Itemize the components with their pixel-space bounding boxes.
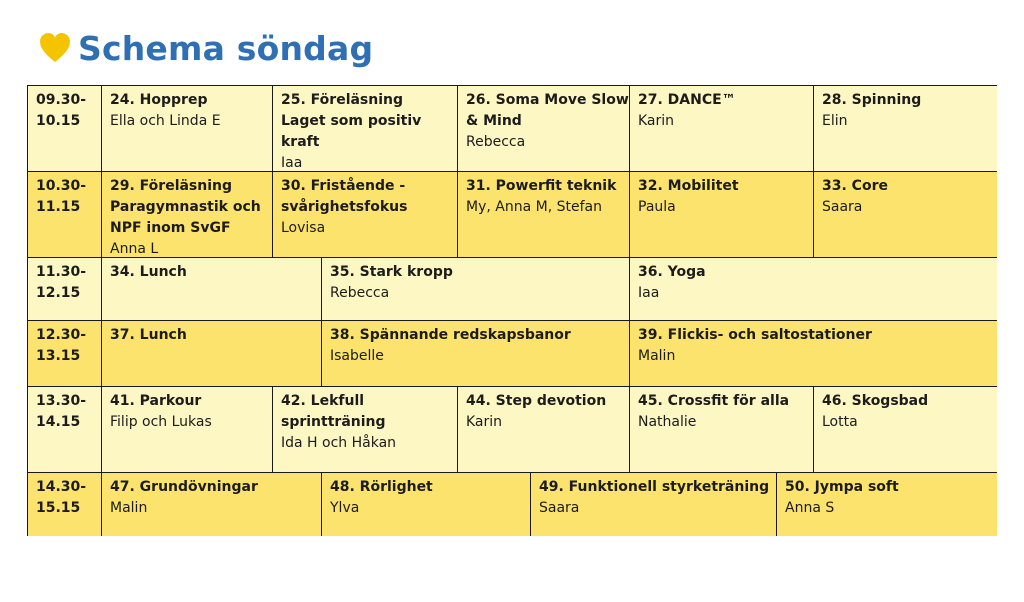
session-leader: Ella och Linda E [110, 113, 221, 129]
session-cell [102, 321, 322, 387]
session-cell [814, 387, 997, 473]
session-cell [777, 473, 997, 536]
session-cell [102, 387, 273, 473]
session-cell [322, 473, 531, 536]
session-cell [814, 172, 997, 258]
session-leader: Malin [110, 500, 148, 516]
session-title: 39. Flickis- och saltostationer [638, 327, 872, 343]
session-leader: Lotta [822, 414, 858, 430]
session-cell [630, 387, 814, 473]
session-cell [630, 321, 997, 387]
session-cell [458, 172, 630, 258]
session-title: 48. Rörlighet [330, 479, 433, 495]
session-title: 50. Jympa soft [785, 479, 899, 495]
session-title: 38. Spännande redskapsbanor [330, 327, 571, 343]
time-slot: 12.30- 13.15 [36, 327, 87, 364]
session-title: 44. Step devotion [466, 393, 607, 409]
session-cell [102, 172, 273, 258]
time-slot: 13.30- 14.15 [36, 393, 87, 430]
session-leader: Nathalie [638, 414, 697, 430]
session-leader: Malin [638, 348, 676, 364]
session-cell [273, 86, 458, 172]
session-cell [102, 473, 322, 536]
session-title: 31. Powerfit teknik [466, 178, 617, 194]
session-title: 49. Funktionell styrketräning [539, 479, 770, 495]
schedule-table [27, 85, 997, 536]
session-cell [102, 258, 322, 321]
time-slot: 09.30- 10.15 [36, 92, 87, 129]
session-cell [814, 86, 997, 172]
time-slot: 11.30- 12.15 [36, 264, 87, 301]
session-leader: Anna S [785, 500, 835, 516]
session-leader: Paula [638, 199, 676, 215]
session-title: 29. Föreläsning Paragymnastik och NPF inom SvGF [110, 178, 261, 236]
session-leader: Saara [539, 500, 580, 516]
time-slot: 14.30- 15.15 [36, 479, 87, 516]
session-title: 26. Soma Move Slow & Mind [466, 92, 629, 129]
session-title: 32. Mobilitet [638, 178, 739, 194]
session-leader: Saara [822, 199, 863, 215]
session-title: 27. DANCE™ [638, 92, 736, 108]
time-slot: 10.30- 11.15 [36, 178, 87, 215]
session-title: 47. Grundövningar [110, 479, 258, 495]
session-title: 45. Crossfit för alla [638, 393, 790, 409]
session-cell [322, 258, 630, 321]
heart-icon [38, 31, 72, 65]
session-leader: Elin [822, 113, 848, 129]
session-leader: Karin [638, 113, 675, 129]
session-cell [630, 258, 997, 321]
session-cell [273, 172, 458, 258]
session-leader: Rebecca [466, 134, 526, 150]
session-cell [630, 172, 814, 258]
session-leader: Filip och Lukas [110, 414, 212, 430]
session-leader: Ida H och Håkan [281, 435, 397, 451]
session-title: 37. Lunch [110, 327, 187, 343]
session-leader: Anna L [110, 241, 159, 257]
time-cell [28, 258, 102, 321]
session-title: 36. Yoga [638, 264, 706, 280]
session-leader: My, Anna M, Stefan [466, 199, 602, 215]
session-cell [322, 321, 630, 387]
session-leader: Lovisa [281, 220, 326, 236]
session-cell [630, 86, 814, 172]
session-cell [458, 86, 630, 172]
time-cell [28, 387, 102, 473]
time-cell [28, 172, 102, 258]
page-title: Schema söndag [78, 28, 374, 68]
session-title: 28. Spinning [822, 92, 922, 108]
time-cell [28, 473, 102, 536]
session-title: 41. Parkour [110, 393, 202, 409]
session-title: 42. Lekfull sprintträning [281, 393, 386, 430]
session-title: 33. Core [822, 178, 888, 194]
session-title: 46. Skogsbad [822, 393, 929, 409]
session-leader: Iaa [638, 285, 660, 301]
session-cell [102, 86, 273, 172]
session-leader: Ylva [330, 500, 360, 516]
session-leader: Iaa [281, 155, 303, 171]
session-cell [531, 473, 777, 536]
session-title: 34. Lunch [110, 264, 187, 280]
session-cell [273, 387, 458, 473]
session-leader: Isabelle [330, 348, 384, 364]
time-cell [28, 86, 102, 172]
session-title: 30. Fristående - svårighetsfokus [281, 178, 408, 215]
session-cell [458, 387, 630, 473]
session-leader: Karin [466, 414, 503, 430]
session-leader: Rebecca [330, 285, 390, 301]
session-title: 24. Hopprep [110, 92, 208, 108]
time-cell [28, 321, 102, 387]
session-title: 35. Stark kropp [330, 264, 453, 280]
session-title: 25. Föreläsning Laget som positiv kraft [281, 92, 422, 150]
page-header [38, 22, 373, 74]
